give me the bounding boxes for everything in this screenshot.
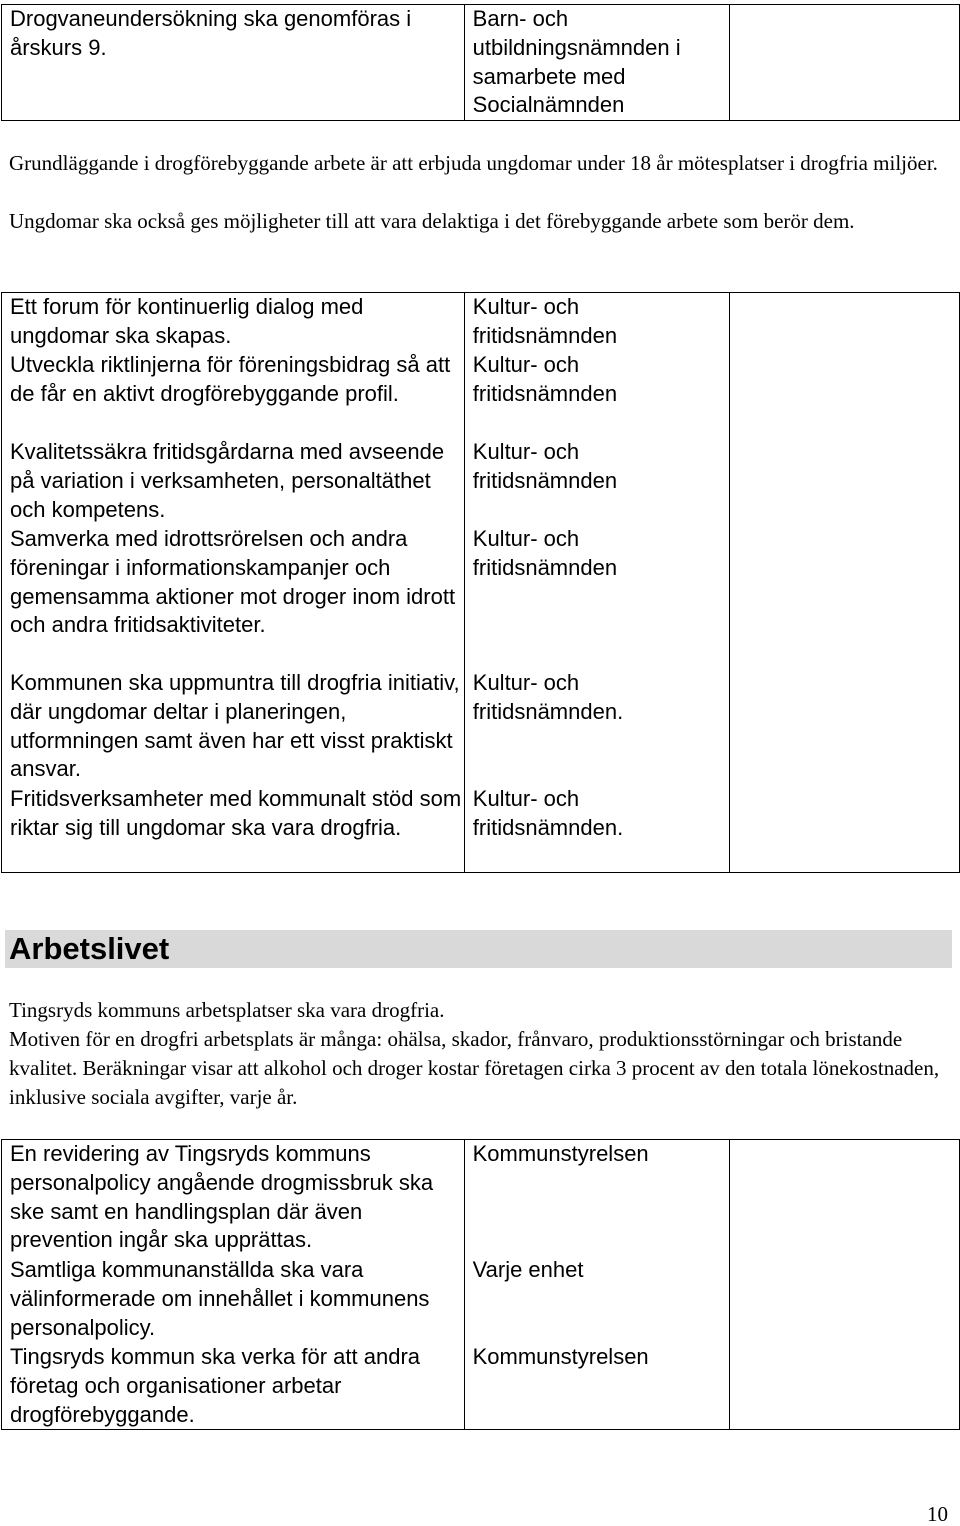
action-cell: Samverka med idrottsrörelsen och andra föreningar i informationskampanjer och gemensamma aktioner mot droger inom idrott och andra fritidsaktiviteter.	[2, 525, 465, 669]
responsible-cell: Kultur- och fritidsnämnden	[464, 293, 729, 352]
action-cell: Tingsryds kommun ska verka för att andra företag och organisationer arbetar drogförebyggande.	[2, 1343, 465, 1430]
table-row	[2, 293, 960, 352]
responsible-cell: Kultur- och fritidsnämnden	[464, 351, 729, 438]
work-intro-paragraph-2: Motiven för en drogfri arbetsplats är många: ohälsa, skador, frånvaro, produktionsstörningar och bristande kvalitet. Beräkningar visar att alkohol och droger kostar företagen cirka 3 procent av den totala lönekostnaden, inklusive sociala avgifter, varje år.	[9, 1027, 940, 1109]
responsible-cell: Kultur- och fritidsnämnden	[464, 525, 729, 669]
action-table-school	[1, 4, 960, 121]
action-cell: Ett forum för kontinuerlig dialog med ungdomar ska skapas.	[2, 293, 465, 352]
responsible-cell: Kommunstyrelsen	[464, 1343, 730, 1430]
status-cell	[730, 1140, 960, 1430]
work-intro-paragraph-1: Tingsryds kommuns arbetsplatser ska vara drogfria.	[9, 998, 445, 1022]
action-table-youth	[1, 292, 960, 873]
table-row	[2, 5, 960, 121]
responsible-cell: Varje enhet	[464, 1256, 730, 1343]
page-number: 10	[927, 1502, 948, 1526]
section-heading: Arbetslivet	[9, 931, 170, 966]
responsible-cell: Kultur- och fritidsnämnden.	[464, 785, 729, 873]
action-table-work	[1, 1139, 960, 1430]
youth-intro-paragraph-1: Grundläggande i drogförebyggande arbete är att erbjuda ungdomar under 18 år mötesplatser i drogfria miljöer.	[9, 151, 938, 175]
action-cell: Utveckla riktlinjerna för föreningsbidrag så att de får en aktivt drogförebyggande profil.	[2, 351, 465, 438]
action-cell: Drogvaneundersökning ska genomföras i årskurs 9.	[2, 5, 465, 121]
action-cell: Fritidsverksamheter med kommunalt stöd som riktar sig till ungdomar ska vara drogfria.	[2, 785, 465, 873]
responsible-cell: Kultur- och fritidsnämnden	[464, 438, 729, 525]
responsible-cell: Kommunstyrelsen	[464, 1140, 730, 1257]
responsible-cell: Barn- och utbildningsnämnden i samarbete med Socialnämnden	[464, 5, 730, 121]
youth-intro-paragraph-2: Ungdomar ska också ges möjligheter till att vara delaktiga i det förebyggande arbete som berör dem.	[9, 209, 855, 233]
action-cell: Samtliga kommunanställda ska vara välinformerade om innehållet i kommunens personalpolicy.	[2, 1256, 465, 1343]
status-cell	[730, 293, 960, 873]
action-cell: En revidering av Tingsryds kommuns personalpolicy angående drogmissbruk ska ske samt en handlingsplan där även prevention ingår ska upprättas.	[2, 1140, 465, 1257]
action-cell: Kvalitetssäkra fritidsgårdarna med avseende på variation i verksamheten, personaltäthet och kompetens.	[2, 438, 465, 525]
action-cell: Kommunen ska uppmuntra till drogfria initiativ, där ungdomar deltar i planeringen, utformningen samt även har ett visst praktiskt ansvar.	[2, 669, 465, 785]
table-row	[2, 1140, 960, 1257]
status-cell	[730, 5, 960, 121]
responsible-cell: Kultur- och fritidsnämnden.	[464, 669, 729, 785]
